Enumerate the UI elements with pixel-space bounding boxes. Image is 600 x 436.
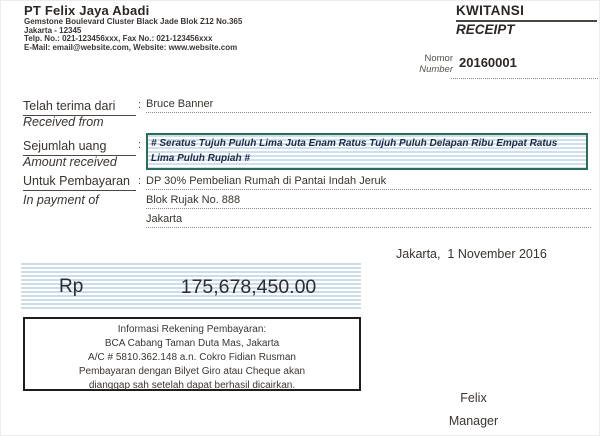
bank-info-line: BCA Cabang Taman Duta Mas, Jakarta: [104, 338, 280, 349]
bank-info-line: A/C # 5810.362.148 a.n. Cokro Fidian Rusman: [88, 352, 296, 363]
bank-info-box: [23, 317, 361, 391]
amount-in-words-box: [146, 133, 588, 170]
label-received-from-id: Telah terima dari: [23, 99, 136, 116]
colon-received-from: :: [138, 99, 142, 111]
signatory-title: Manager: [448, 414, 499, 428]
number-dotted-line: [451, 72, 598, 79]
label-amount-words-en: Amount received: [23, 155, 117, 169]
company-name: PT Felix Jaya Abadi: [24, 3, 150, 18]
document-title-id: KWITANSI: [456, 3, 597, 22]
company-address-line4: E-Mail: email@website.com, Website: www.website.com: [24, 42, 238, 52]
bank-info-line: Informasi Rekening Pembayaran:: [117, 324, 267, 335]
label-payment-for-id: Untuk Pembayaran: [23, 174, 136, 191]
label-received-from-en: Received from: [23, 115, 104, 129]
received-from-value: Bruce Banner: [146, 98, 591, 113]
place-and-date: Jakarta, 1 November 2016: [396, 247, 547, 261]
number-label-en: Number: [419, 64, 453, 75]
signatory-name: Felix: [460, 391, 487, 405]
colon-amount-words: :: [138, 139, 142, 151]
company-address-line3: Telp. No.: 021-123456xxx, Fax No.: 021-123456xxx: [24, 34, 213, 44]
payment-for-line1: DP 30% Pembelian Rumah di Pantai Indah Jeruk: [146, 175, 591, 190]
payment-for-line3: Jakarta: [146, 213, 591, 228]
company-address: [24, 18, 242, 52]
colon-payment-for: :: [138, 175, 142, 187]
company-address-line2: Jakarta - 12345: [24, 25, 82, 35]
bank-info-line: Pembayaran dengan Bilyet Giro atau Cheque akan: [78, 366, 306, 377]
amount-in-words-value: # Seratus Tujuh Puluh Lima Juta Enam Ratus Tujuh Puluh Delapan Ribu Empat Ratus Lima Puluh Rupiah #: [151, 138, 558, 164]
label-amount-words-id: Sejumlah uang: [23, 139, 136, 156]
number-label-id: Nomor: [424, 53, 453, 64]
label-payment-for-en: In payment of: [23, 193, 99, 207]
receipt-number: 20160001: [459, 55, 517, 70]
company-address-line1: Gemstone Boulevard Cluster Black Jade Blok Z12 No.365: [24, 17, 243, 26]
amount-band: [21, 263, 361, 311]
document-title-en: RECEIPT: [456, 22, 515, 37]
currency-symbol: Rp: [59, 276, 84, 297]
payment-for-line2: Blok Rujak No. 888: [146, 194, 591, 209]
bank-info-line: dianggap sah setelah dapat berhasil dicairkan.: [88, 380, 296, 391]
number-label: [394, 53, 453, 75]
amount-value: 175,678,450.00: [180, 276, 317, 298]
